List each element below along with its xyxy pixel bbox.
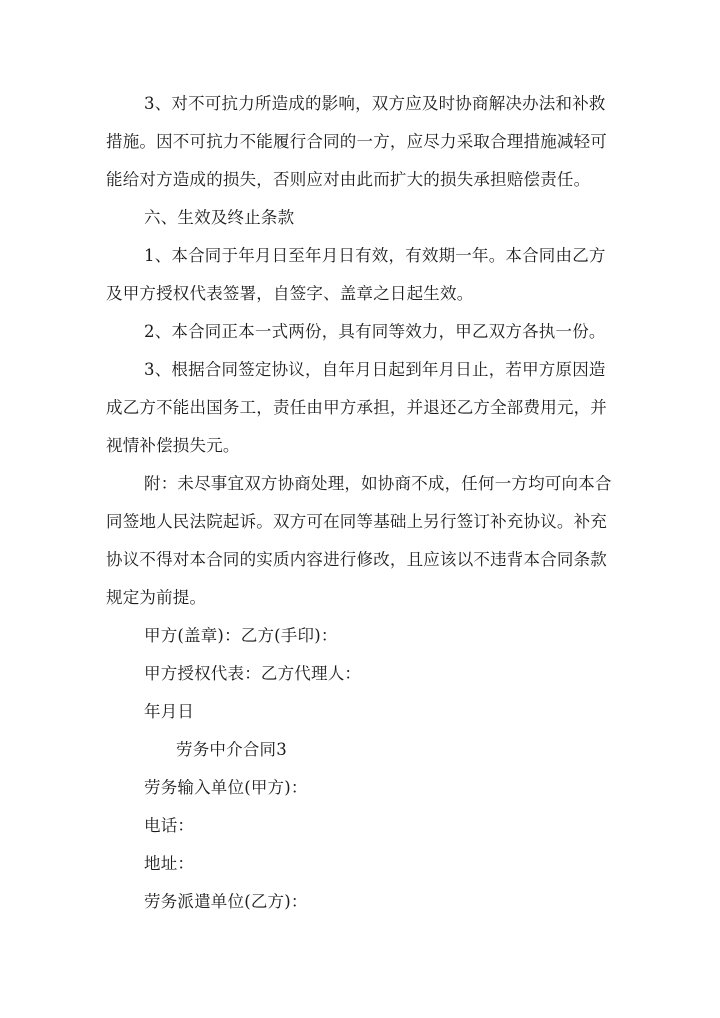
- appendix-line-3: 协议不得对本合同的实质内容进行修改，且应该以不违背本合同条款: [106, 550, 607, 569]
- section-six-heading: 六、生效及终止条款: [144, 208, 295, 227]
- clause-6-1-line-2: 及甲方授权代表签署，自签字、盖章之日起生效。: [106, 284, 474, 303]
- appendix-line-1: 附：未尽事宜双方协商处理，如协商不成，任何一方均可向本合: [144, 474, 612, 493]
- clause-6-1-line-1: 1、本合同于年月日至年月日有效，有效期一年。本合同由乙方: [144, 246, 606, 265]
- force-majeure-clause-line-2: 措施。因不可抗力不能履行合同的一方，应尽力采取合理措施减轻可: [106, 132, 607, 151]
- date-line: 年月日: [144, 702, 195, 721]
- signature-representatives: 甲方授权代表：乙方代理人：: [144, 664, 362, 683]
- clause-6-3-line-2: 成乙方不能出国务工，责任由甲方承担，并退还乙方全部费用元，并: [106, 398, 607, 417]
- force-majeure-clause-line-3: 能给对方造成的损失，否则应对由此而扩大的损失承担赔偿责任。: [106, 170, 591, 189]
- contract-3-address: 地址：: [144, 854, 195, 873]
- contract-3-phone: 电话：: [144, 816, 195, 835]
- contract-3-party-a: 劳务输入单位(甲方)：: [144, 778, 308, 797]
- force-majeure-clause-line-1: 3、对不可抗力所造成的影响，双方应及时协商解决办法和补救: [144, 94, 606, 113]
- appendix-line-4: 规定为前提。: [106, 588, 207, 607]
- clause-6-3-line-3: 视情补偿损失元。: [106, 436, 240, 455]
- contract-3-party-b: 劳务派遣单位(乙方)：: [144, 892, 308, 911]
- clause-6-2: 2、本合同正本一式两份，具有同等效力，甲乙双方各执一份。: [144, 322, 606, 341]
- contract-3-title: 劳务中介合同3: [176, 740, 287, 759]
- appendix-line-2: 同签地人民法院起诉。双方可在同等基础上另行签订补充协议。补充: [106, 512, 607, 531]
- signature-parties: 甲方(盖章)：乙方(手印)：: [144, 626, 338, 645]
- clause-6-3-line-1: 3、根据合同签定协议，自年月日起到年月日止，若甲方原因造: [144, 360, 606, 379]
